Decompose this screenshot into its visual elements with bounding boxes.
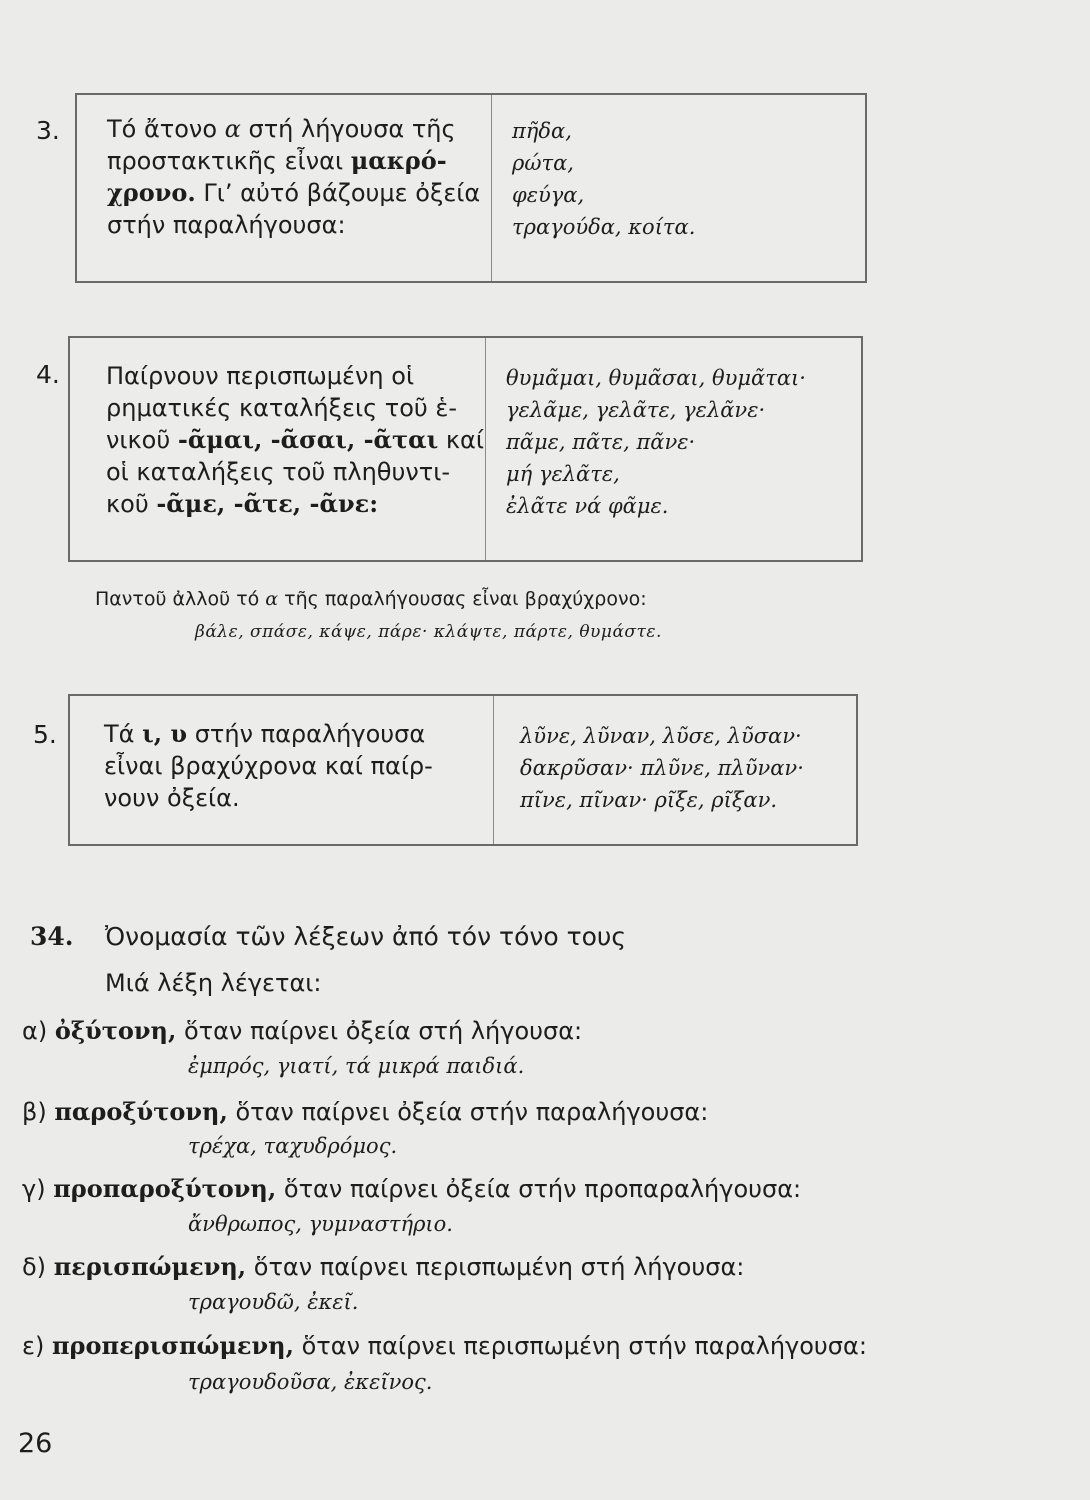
rule-text-line: κοῦ -ᾶμε, -ᾶτε, -ᾶνε: bbox=[106, 489, 379, 518]
rule-box-4 bbox=[68, 336, 863, 562]
definition-item: β) παροξύτονη, ὅταν παίρνει ὀξεία στήν παραλήγουσα: bbox=[22, 1097, 709, 1126]
rule-examples bbox=[486, 338, 806, 560]
definition-examples: τρέχα, ταχυδρόμος. bbox=[188, 1134, 398, 1158]
rule-text bbox=[70, 696, 494, 844]
rule-text-line: Τό ἄτονο α στή λήγουσα τῆς bbox=[107, 115, 456, 143]
example-line: τραγούδα, κοίτα. bbox=[512, 215, 696, 239]
rule-text-line: ρηματικές καταλήξεις τοῦ ἑ- bbox=[106, 394, 458, 422]
rule-box-3 bbox=[75, 93, 867, 283]
rule-text-line: νικοῦ -ᾶμαι, -ᾶσαι, -ᾶται καί bbox=[106, 425, 484, 454]
example-line: πῆδα, bbox=[512, 119, 572, 143]
example-line: δακρῦσαν· πλῦνε, πλῦναν· bbox=[520, 756, 804, 780]
note-text: Παντοῦ ἀλλοῦ τό α τῆς παραλήγουσας εἶναι βραχύχρονο: bbox=[95, 588, 647, 610]
rule-text-line: προστακτικῆς εἶναι μακρό- bbox=[107, 146, 447, 175]
rule-text-line: νουν ὀξεία. bbox=[104, 784, 240, 812]
definition-item: ε) προπερισπώμενη, ὅταν παίρνει περισπωμένη στήν παραλήγουσα: bbox=[22, 1331, 867, 1360]
definition-item: γ) προπαροξύτονη, ὅταν παίρνει ὀξεία στήν προπαραλήγουσα: bbox=[22, 1174, 802, 1203]
rule-text bbox=[77, 95, 492, 281]
definition-item: δ) περισπώμενη, ὅταν παίρνει περισπωμένη στή λήγουσα: bbox=[22, 1252, 745, 1281]
section-number: 34. bbox=[30, 922, 74, 951]
rule-box-5 bbox=[68, 694, 858, 846]
rule-text-line: οἱ καταλήξεις τοῦ πληθυντι- bbox=[106, 458, 450, 486]
definition-item: α) ὀξύτονη, ὅταν παίρνει ὀξεία στή λήγουσα: bbox=[22, 1016, 583, 1045]
rule-examples bbox=[494, 696, 804, 844]
example-line: ἐλᾶτε νά φᾶμε. bbox=[506, 494, 669, 518]
rule-text bbox=[70, 338, 486, 560]
example-line: ρώτα, bbox=[512, 151, 574, 175]
rule-text-line: Τά ι, υ στήν παραλήγουσα bbox=[104, 719, 426, 748]
section-title: Ὀνομασία τῶν λέξεων ἀπό τόν τόνο τους bbox=[105, 922, 627, 951]
example-line: πᾶμε, πᾶτε, πᾶνε· bbox=[506, 430, 696, 454]
rule-number: 3. bbox=[36, 116, 60, 145]
example-line: φεύγα, bbox=[512, 183, 585, 207]
example-line: γελᾶμε, γελᾶτε, γελᾶνε· bbox=[506, 398, 766, 422]
rule-text-line: στήν παραλήγουσα: bbox=[107, 211, 346, 239]
example-line: μή γελᾶτε, bbox=[506, 462, 620, 486]
rule-examples bbox=[492, 95, 695, 281]
rule-text-line: εἶναι βραχύχρονα καί παίρ- bbox=[104, 752, 433, 780]
rule-text-line: χρονο. Γι’ αὐτό βάζουμε ὀξεία bbox=[107, 178, 481, 207]
example-line: λῦνε, λῦναν, λῦσε, λῦσαν· bbox=[520, 724, 802, 748]
example-line: πῖνε, πῖναν· ρῖξε, ρῖξαν. bbox=[520, 788, 778, 812]
section-intro: Μιά λέξη λέγεται: bbox=[105, 969, 322, 997]
rule-number: 4. bbox=[36, 360, 60, 389]
rule-text-line: Παίρνουν περισπωμένη οἱ bbox=[106, 362, 415, 390]
rule-number: 5. bbox=[33, 720, 57, 749]
definition-examples: τραγουδῶ, ἐκεῖ. bbox=[188, 1290, 359, 1314]
definition-examples: ἄνθρωπος, γυμναστήριο. bbox=[188, 1212, 453, 1236]
definition-examples: ἐμπρός, γιατί, τά μικρά παιδιά. bbox=[188, 1054, 525, 1078]
example-line: θυμᾶμαι, θυμᾶσαι, θυμᾶται· bbox=[506, 366, 806, 390]
note-examples: βάλε, σπάσε, κάψε, πάρε· κλάψτε, πάρτε, θυμάστε. bbox=[195, 622, 662, 642]
page-number: 26 bbox=[18, 1428, 53, 1459]
definition-examples: τραγουδοῦσα, ἐκεῖνος. bbox=[188, 1370, 433, 1394]
